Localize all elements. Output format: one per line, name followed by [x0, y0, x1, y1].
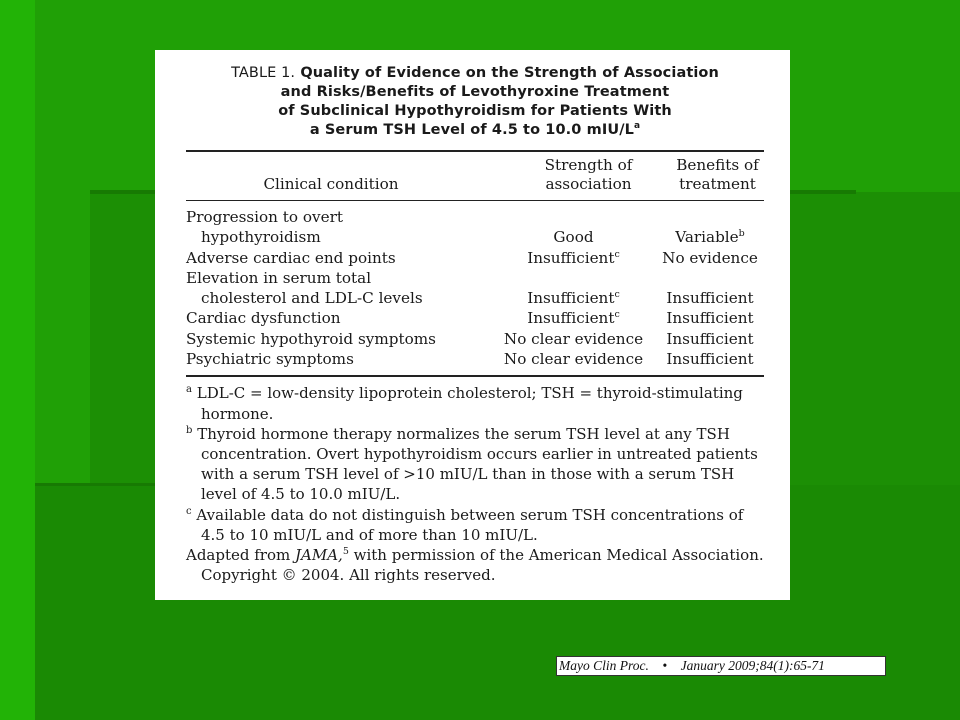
header-strength	[506, 152, 671, 200]
table-row	[186, 288, 764, 308]
citation-box	[556, 656, 886, 676]
slide-left-stripe	[0, 0, 35, 720]
title-line-1: Quality of Evidence on the Strength of Association	[300, 65, 719, 81]
table-row	[186, 248, 764, 268]
header-benefits-line2: treatment	[679, 175, 756, 193]
condition-cell: Progression to overt	[186, 208, 343, 226]
condition-cell: Systemic hypothyroid symptoms	[186, 329, 436, 348]
benefit-value: No evidence	[662, 248, 758, 267]
table-bottom-rule	[186, 375, 764, 377]
table-image	[155, 50, 790, 600]
benefit-footnote-mark: b	[738, 228, 745, 240]
slide-divider-line-lower	[35, 483, 155, 486]
title-line-4: a Serum TSH Level of 4.5 to 10.0 mIU/L	[309, 122, 634, 138]
source-journal: JAMA,	[295, 546, 343, 564]
strength-footnote-mark: c	[614, 289, 620, 301]
strength-value: No clear evidence	[503, 350, 644, 369]
benefit-cell	[656, 349, 764, 369]
table-number: TABLE 1.	[231, 65, 296, 81]
citation-issue: January 2009;84(1):65-71	[680, 658, 825, 673]
source-reference-mark: 5	[342, 546, 349, 557]
condition-cell: Elevation in serum total	[186, 268, 372, 287]
citation-bullet: •	[662, 658, 668, 673]
citation-journal: Mayo Clin Proc.	[559, 658, 649, 673]
benefit-cell	[656, 248, 764, 268]
strength-cell	[491, 349, 656, 369]
table-row	[186, 329, 764, 349]
strength-footnote-mark: c	[614, 248, 620, 260]
table-title	[186, 64, 764, 140]
footnote-text: LDL-C = low-density lipoprotein cholesterol; TSH = thyroid-stimulating hormone.	[196, 384, 743, 423]
strength-value: Insufficient	[527, 309, 615, 328]
strength-cell	[491, 288, 656, 308]
header-benefits	[671, 152, 764, 200]
table-footnotes	[186, 383, 764, 585]
condition-cell: hypothyroidism	[201, 228, 321, 247]
footnote	[186, 383, 764, 423]
benefit-cell	[656, 227, 764, 247]
strength-value: Insufficient	[527, 289, 615, 308]
header-benefits-line1: Benefits of	[676, 156, 759, 174]
footnote	[186, 505, 764, 545]
table-row	[186, 207, 764, 227]
condition-cell: cholesterol and LDL-C levels	[201, 289, 423, 308]
strength-value: Insufficient	[527, 248, 615, 267]
table-row	[186, 308, 764, 328]
footnote-mark: c	[186, 505, 192, 517]
strength-footnote-mark: c	[614, 309, 620, 321]
benefit-value: Insufficient	[666, 309, 754, 328]
benefit-cell	[656, 288, 764, 308]
evidence-table-body	[186, 201, 764, 375]
strength-value: No clear evidence	[503, 329, 644, 348]
source-note	[186, 545, 764, 585]
benefit-cell	[656, 308, 764, 328]
header-clinical-condition: Clinical condition	[263, 175, 399, 193]
table-header-row	[186, 152, 764, 200]
header-strength-line1: Strength of	[544, 156, 633, 174]
title-line-2: and Risks/Benefits of Levothyroxine Treatment	[280, 84, 670, 100]
benefit-value: Insufficient	[666, 329, 754, 348]
footnote-text: Available data do not distinguish between serum TSH concentrations of 4.5 to 10 mIU/L and of more than 10 mIU/L.	[196, 505, 744, 544]
strength-value: Good	[553, 228, 594, 247]
footnote-mark: b	[186, 424, 193, 436]
table-row	[186, 227, 764, 247]
title-line-3: of Subclinical Hypothyroidism for Patients With	[278, 103, 672, 119]
header-strength-line2: association	[545, 175, 632, 193]
title-footnote-mark: a	[633, 121, 641, 132]
evidence-table	[186, 152, 764, 200]
benefit-value: Insufficient	[666, 350, 754, 369]
strength-cell	[491, 308, 656, 328]
table-row	[186, 268, 764, 288]
strength-cell	[491, 227, 656, 247]
source-prefix: Adapted from	[186, 546, 295, 564]
footnote-text: Thyroid hormone therapy normalizes the serum TSH level at any TSH concentration. Overt hypothyroidism occurs earlier in untreated patients with a serum TSH level of >10 mIU/L than in those with a serum TSH level of 4.5 to 10.0 mIU/L.	[197, 424, 758, 504]
strength-cell	[491, 329, 656, 349]
benefit-value: Variable	[675, 228, 739, 247]
condition-cell: Cardiac dysfunction	[186, 309, 341, 328]
condition-cell: Psychiatric symptoms	[186, 350, 354, 369]
strength-cell	[491, 248, 656, 268]
footnote-mark: a	[186, 384, 192, 396]
benefit-cell	[656, 329, 764, 349]
benefit-value: Insufficient	[666, 289, 754, 308]
table-row	[186, 349, 764, 369]
source-suffix: with permission of the American Medical Association. Copyright © 2004. All rights reserved.	[201, 546, 764, 585]
condition-cell: Adverse cardiac end points	[186, 248, 396, 267]
footnote	[186, 424, 764, 505]
